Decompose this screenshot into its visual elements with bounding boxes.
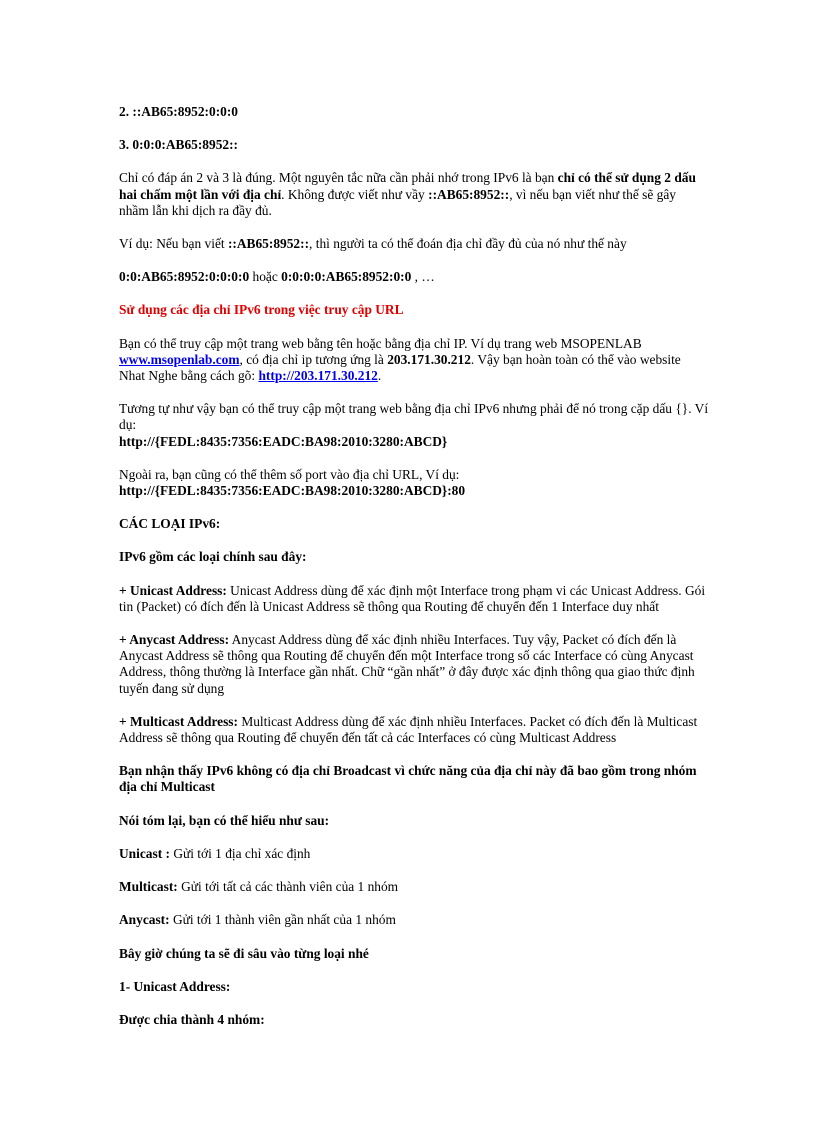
url-section-heading: Sử dụng các địa chỉ IPv6 trong việc truy cập URL: [119, 302, 404, 318]
summary-heading: Nói tóm lại, bạn có thể hiểu như sau:: [119, 812, 330, 828]
no-broadcast-note: Bạn nhận thấy IPv6 không có địa chỉ Broadcast vì chức năng của địa chỉ này đã bao gồm trong nhóm địa chỉ Multicast: [119, 763, 697, 795]
unicast-description: + Unicast Address: Unicast Address dùng để xác định một Interface trong phạm vi các Unicast Address. Gói tin (Packet) có đích đến là Unicast Address sẽ thông qua Routing để chuyển đến 1 Interface duy nhất: [119, 582, 706, 614]
summary-multicast: Multicast: Gửi tới tất cả các thành viên của 1 nhóm: [119, 879, 399, 895]
example-paragraph: Ví dụ: Nếu bạn viết ::AB65:8952::, thì người ta có thể đoán địa chỉ đầy đủ của nó như thế này: [119, 236, 627, 252]
ip-url-link[interactable]: http://203.171.30.212: [258, 368, 378, 384]
unicast-section-heading: 1- Unicast Address:: [119, 978, 231, 994]
ipv6-url-paragraph: Tương tự như vậy bạn có thể truy cập một trang web bằng địa chỉ IPv6 nhưng phải để nó trong cặp dấu {}. Ví dụ: http://{FEDL:8435:7356:EADC:BA98:2010:3280:ABCD}: [119, 401, 709, 449]
ipv6-types-intro: IPv6 gồm các loại chính sau đây:: [119, 549, 307, 565]
port-paragraph: Ngoài ra, bạn cũng có thể thêm số port vào địa chỉ URL, Ví dụ: http://{FEDL:8435:7356:EADC:BA98:2010:3280:ABCD}:80: [119, 466, 466, 499]
full-address-examples: 0:0:AB65:8952:0:0:0:0 hoặc 0:0:0:0:AB65:8952:0:0 , …: [119, 269, 435, 285]
url-paragraph: Bạn có thể truy cập một trang web bằng tên hoặc bằng địa chỉ IP. Ví dụ trang web MSOPENLAB www.msopenlab.com, có địa chỉ ip tương ứng là 203.171.30.212. Vậy bạn hoàn toàn có thể vào website Nhat Nghe bằng cách gõ: http://203.171.30.212.: [119, 335, 681, 384]
ipv6-types-heading: CÁC LOẠI IPv6:: [119, 516, 221, 532]
answer-option-3: 3. 0:0:0:AB65:8952::: [119, 137, 239, 153]
groups-line: Được chia thành 4 nhóm:: [119, 1011, 265, 1027]
multicast-description: + Multicast Address: Multicast Address dùng để xác định nhiều Interfaces. Packet có đích đến là Multicast Address sẽ thông qua Routing để chuyển đến tất cả các Interfaces có cùng Multicast Address: [119, 713, 698, 746]
msopenlab-link[interactable]: www.msopenlab.com: [119, 351, 240, 367]
summary-anycast: Anycast: Gửi tới 1 thành viên gần nhất của 1 nhóm: [119, 912, 396, 928]
deep-dive-line: Bây giờ chúng ta sẽ đi sâu vào từng loại nhé: [119, 945, 369, 961]
anycast-description: + Anycast Address: Anycast Address dùng để xác định nhiều Interfaces. Tuy vậy, Packet có đích đến là Anycast Address sẽ thông qua Routing để chuyển đến một Interface trong số các Interface có cùng Anycast Address, thông thường là Interface gần nhất. Chữ “gần nhất” ở đây được xác định thông qua giao thức định tuyến đang sử dụng: [119, 632, 695, 696]
answer-option-2: 2. ::AB65:8952:0:0:0: [119, 104, 239, 119]
summary-unicast: Unicast : Gửi tới 1 địa chỉ xác định: [119, 845, 311, 861]
answer-explanation: Chỉ có đáp án 2 và 3 là đúng. Một nguyên tắc nữa cần phải nhớ trong IPv6 là bạn chỉ có thể sử dụng 2 dấu hai chấm một lần với địa chỉ. Không được viết như vầy ::AB65:8952::, vì nếu bạn viết như thế sẽ gây nhầm lẫn khi dịch ra đầy đủ.: [119, 170, 696, 218]
document-page: [119, 104, 709, 1045]
